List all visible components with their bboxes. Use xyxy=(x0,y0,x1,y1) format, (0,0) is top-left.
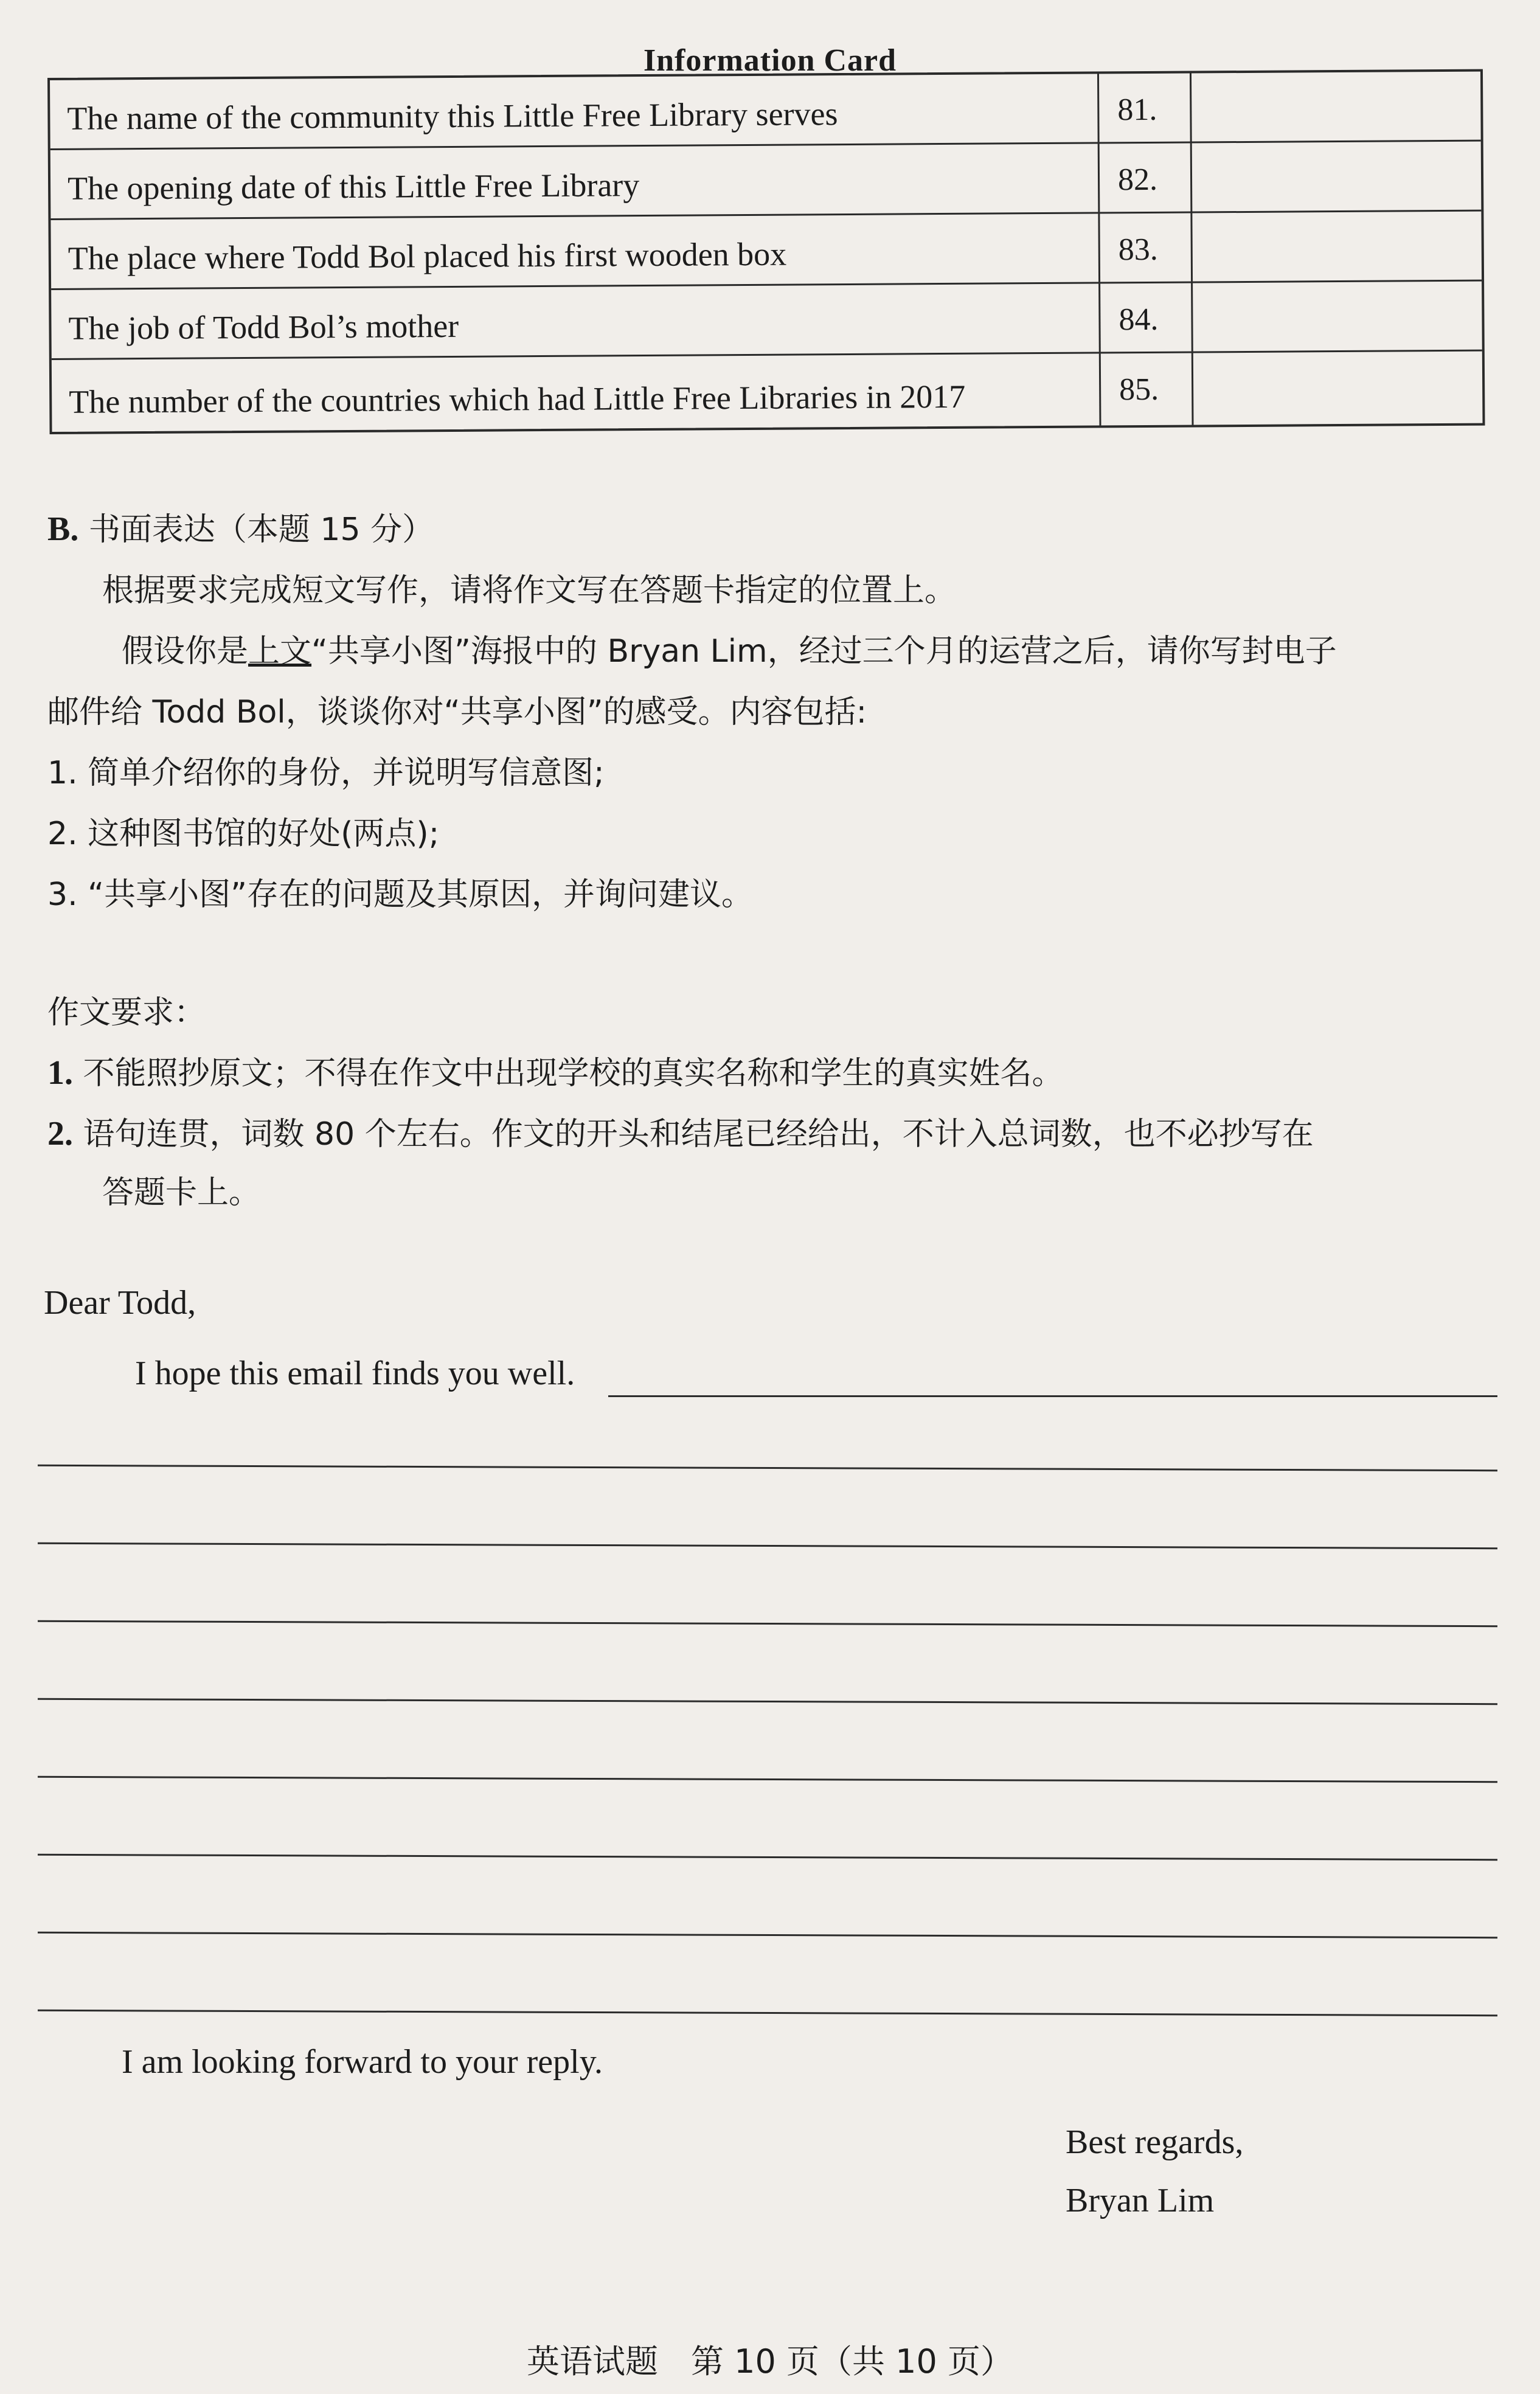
info-card-number: 81. xyxy=(1099,74,1192,142)
prompt-line-1-b: 上文 xyxy=(248,633,312,670)
answer-cell-84[interactable] xyxy=(1193,282,1482,352)
requirement-text: 不能照抄原文；不得在作文中出现学校的真实名称和学生的真实姓名。 xyxy=(83,1055,1064,1092)
requirement-item xyxy=(47,1047,1064,1093)
info-card-question: The place where Todd Bol placed his first wooden box xyxy=(50,213,1100,288)
info-card-number: 85. xyxy=(1101,353,1194,426)
writing-line[interactable] xyxy=(38,1932,1497,1938)
content-point: 1. 简单介绍你的身份，并说明写信意图; xyxy=(47,755,605,791)
answer-cell-83[interactable] xyxy=(1192,212,1482,282)
letter-signature: Bryan Lim xyxy=(1066,2182,1215,2219)
requirement-item xyxy=(47,1108,1314,1154)
info-card-number: 82. xyxy=(1100,144,1193,212)
writing-line[interactable] xyxy=(38,2010,1497,2016)
writing-line[interactable] xyxy=(38,1854,1497,1861)
requirement-number: 1. xyxy=(47,1054,73,1092)
letter-greeting: Dear Todd, xyxy=(44,1284,196,1322)
answer-cell-82[interactable] xyxy=(1192,142,1482,212)
info-card-row xyxy=(50,212,1482,290)
requirement-text: 语句连贯，词数 80 个左右。作文的开头和结尾已经给出，不计入总词数，也不必抄写在 xyxy=(83,1116,1314,1153)
writing-line[interactable] xyxy=(38,1698,1497,1705)
section-b-heading xyxy=(47,504,434,549)
writing-line[interactable] xyxy=(38,1776,1497,1783)
requirements-heading: 作文要求： xyxy=(47,994,206,1031)
writing-line[interactable] xyxy=(38,1542,1497,1549)
info-card-title: Information Card xyxy=(643,43,897,78)
prompt-line-1-a: 假设你是 xyxy=(122,633,249,670)
info-card-number: 83. xyxy=(1100,213,1193,282)
info-card-question: The job of Todd Bol’s mother xyxy=(51,283,1101,358)
content-point: 2. 这种图书馆的好处(两点); xyxy=(47,816,440,852)
info-card-row xyxy=(52,352,1483,432)
info-card-number: 84. xyxy=(1100,283,1193,352)
info-card-question: The opening date of this Little Free Library xyxy=(50,144,1100,218)
info-card-row xyxy=(51,282,1482,360)
requirement-number: 2. xyxy=(47,1115,73,1153)
info-card-question: The number of the countries which had Little Free Libraries in 2017 xyxy=(52,353,1101,432)
section-b-title: 书面表达（本题 15 分） xyxy=(88,512,434,548)
info-card-question: The name of the community this Little Free Library serves xyxy=(50,74,1100,148)
content-point: 3. “共享小图”存在的问题及其原因，并询问建议。 xyxy=(47,876,754,913)
answer-cell-81[interactable] xyxy=(1191,72,1481,142)
answer-cell-85[interactable] xyxy=(1193,352,1483,425)
prompt-line-2: 邮件给 Todd Bol，谈谈你对“共享小图”的感受。内容包括: xyxy=(47,694,867,730)
writing-line[interactable] xyxy=(38,1465,1497,1471)
prompt-line-1-c: “共享小图”海报中的 Bryan Lim，经过三个月的运营之后，请你写封电子 xyxy=(311,633,1337,670)
letter-sign-off: Best regards, xyxy=(1066,2123,1244,2161)
letter-opening: I hope this email finds you well. xyxy=(135,1355,575,1392)
info-card-table xyxy=(47,69,1485,434)
info-card-row xyxy=(50,72,1481,150)
requirement-continuation: 答题卡上。 xyxy=(102,1174,261,1211)
writing-line[interactable] xyxy=(608,1395,1497,1397)
writing-line[interactable] xyxy=(38,1620,1497,1627)
section-b-instruction: 根据要求完成短文写作，请将作文写在答题卡指定的位置上。 xyxy=(102,572,957,609)
letter-closing: I am looking forward to your reply. xyxy=(122,2043,603,2081)
section-b-label: B. xyxy=(47,510,79,548)
info-card-row xyxy=(50,142,1482,220)
prompt-line-1 xyxy=(122,625,1337,671)
page-footer: 英语试题 第 10 页（共 10 页） xyxy=(526,2342,1014,2381)
